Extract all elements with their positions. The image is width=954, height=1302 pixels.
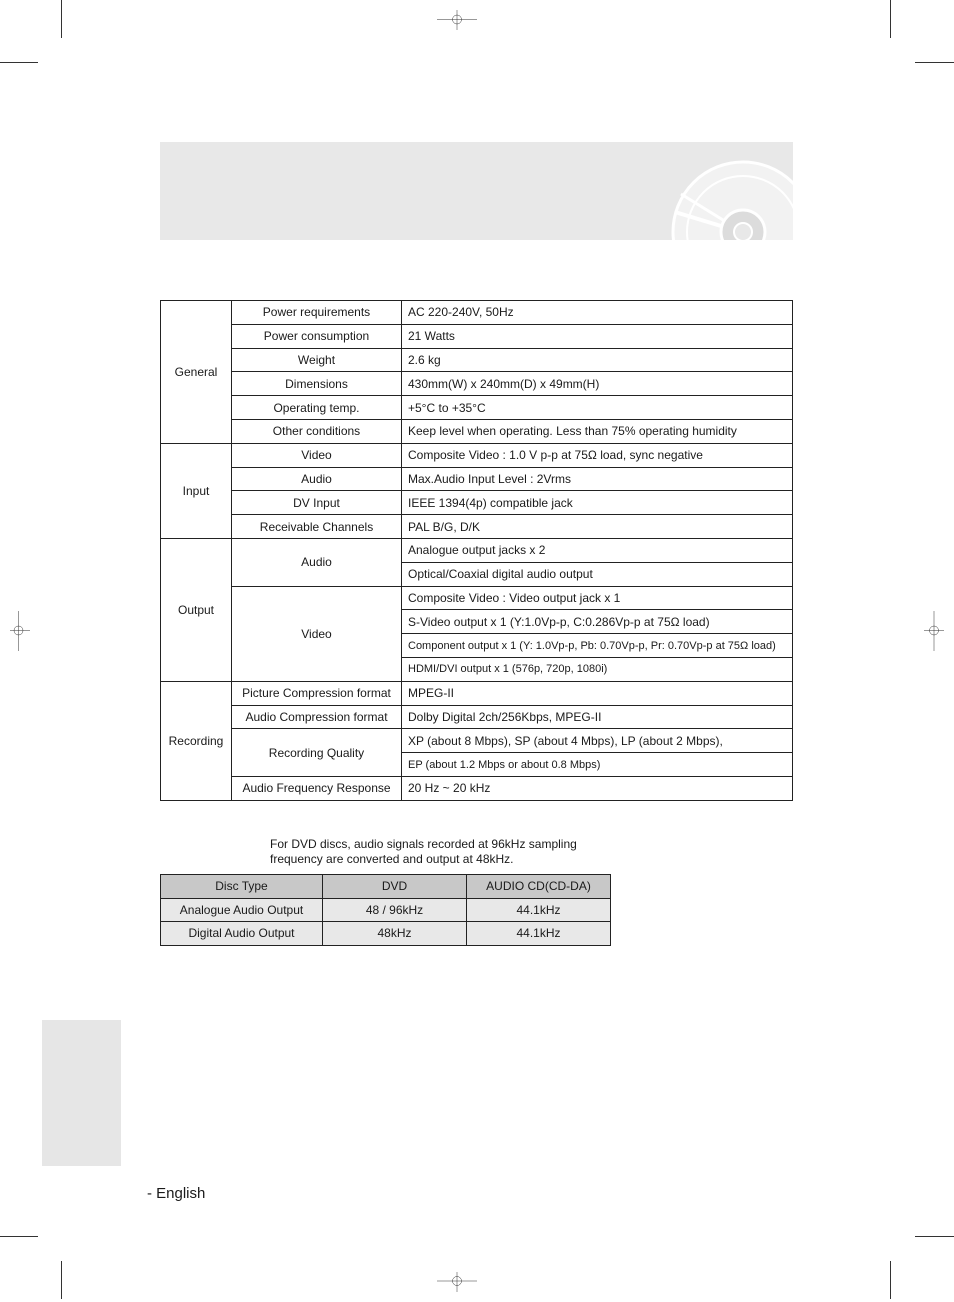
spec-label: Recording Quality (232, 729, 402, 777)
table-cell: 48 / 96kHz (323, 898, 467, 922)
table-row (161, 898, 611, 922)
column-header: DVD (323, 875, 467, 899)
crop-mark (0, 62, 38, 63)
crop-mark (61, 1261, 62, 1299)
crosshair-icon (914, 611, 954, 651)
spec-table (160, 300, 793, 801)
note-line: frequency are converted and output at 48kHz. (270, 852, 514, 866)
spec-label: Audio Frequency Response (232, 776, 402, 800)
crosshair-icon (0, 611, 40, 651)
table-cell: Digital Audio Output (161, 922, 323, 946)
crosshair-icon (437, 1262, 477, 1302)
table-header-row (161, 875, 611, 899)
side-tab (42, 1020, 121, 1166)
crop-mark (0, 1236, 38, 1237)
spec-value: IEEE 1394(4p) compatible jack (402, 491, 793, 515)
spec-value: PAL B/G, D/K (402, 515, 793, 539)
table-row (161, 396, 793, 420)
table-row (161, 776, 793, 800)
spec-label: Audio Compression format (232, 705, 402, 729)
spec-value: EP (about 1.2 Mbps or about 0.8 Mbps) (402, 753, 793, 777)
group-cell: Output (161, 538, 232, 681)
spec-value: MPEG-II (402, 681, 793, 705)
table-row (161, 586, 793, 610)
spec-value: +5°C to +35°C (402, 396, 793, 420)
crosshair-icon (437, 0, 477, 40)
table-row (161, 922, 611, 946)
spec-label: Power requirements (232, 301, 402, 325)
table-row (161, 467, 793, 491)
table-row (161, 372, 793, 396)
spec-value: 430mm(W) x 240mm(D) x 49mm(H) (402, 372, 793, 396)
spec-label: Power consumption (232, 324, 402, 348)
spec-label: Video (232, 586, 402, 681)
table-row (161, 491, 793, 515)
spec-value: Component output x 1 (Y: 1.0Vp-p, Pb: 0.70Vp-p, Pr: 0.70Vp-p at 75Ω load) (402, 634, 793, 658)
spec-label: Audio (232, 467, 402, 491)
spec-label: Dimensions (232, 372, 402, 396)
spec-value: Max.Audio Input Level : 2Vrms (402, 467, 793, 491)
spec-value: Keep level when operating. Less than 75% operating humidity (402, 419, 793, 443)
table-cell: Analogue Audio Output (161, 898, 323, 922)
disc-icon (665, 150, 793, 240)
spec-value: S-Video output x 1 (Y:1.0Vp-p, C:0.286Vp-p at 75Ω load) (402, 610, 793, 634)
crop-mark (61, 0, 62, 38)
table-row (161, 443, 793, 467)
spec-value: 21 Watts (402, 324, 793, 348)
spec-value: XP (about 8 Mbps), SP (about 4 Mbps), LP (about 2 Mbps), (402, 729, 793, 753)
table-cell: 48kHz (323, 922, 467, 946)
crop-mark (890, 0, 891, 38)
column-header: AUDIO CD(CD-DA) (467, 875, 611, 899)
spec-label: Other conditions (232, 419, 402, 443)
column-header: Disc Type (161, 875, 323, 899)
crop-mark (890, 1261, 891, 1299)
header-band (160, 142, 793, 240)
spec-value: 20 Hz ~ 20 kHz (402, 776, 793, 800)
disc-table (160, 874, 611, 946)
spec-value: Analogue output jacks x 2 (402, 538, 793, 562)
spec-value: Dolby Digital 2ch/256Kbps, MPEG-II (402, 705, 793, 729)
spec-label: Picture Compression format (232, 681, 402, 705)
spec-label: Audio (232, 538, 402, 586)
table-row (161, 705, 793, 729)
spec-value: AC 220-240V, 50Hz (402, 301, 793, 325)
spec-label: Receivable Channels (232, 515, 402, 539)
note-text (270, 837, 600, 867)
crop-mark (915, 1236, 954, 1237)
table-row (161, 681, 793, 705)
table-row (161, 301, 793, 325)
spec-label: DV Input (232, 491, 402, 515)
table-row (161, 324, 793, 348)
spec-value: Composite Video : 1.0 V p-p at 75Ω load, sync negative (402, 443, 793, 467)
page-footer: - English (147, 1185, 206, 1202)
spec-label: Video (232, 443, 402, 467)
spec-value: HDMI/DVI output x 1 (576p, 720p, 1080i) (402, 657, 793, 681)
group-cell: Recording (161, 681, 232, 800)
table-row (161, 538, 793, 562)
spec-label: Operating temp. (232, 396, 402, 420)
spec-value: Composite Video : Video output jack x 1 (402, 586, 793, 610)
spec-value: Optical/Coaxial digital audio output (402, 562, 793, 586)
note-line: For DVD discs, audio signals recorded at 96kHz sampling (270, 837, 577, 851)
crop-mark (915, 62, 954, 63)
table-cell: 44.1kHz (467, 922, 611, 946)
spec-label: Weight (232, 348, 402, 372)
table-row (161, 419, 793, 443)
group-cell: General (161, 301, 232, 444)
table-row (161, 348, 793, 372)
table-cell: 44.1kHz (467, 898, 611, 922)
table-row (161, 729, 793, 753)
spec-value: 2.6 kg (402, 348, 793, 372)
table-row (161, 515, 793, 539)
group-cell: Input (161, 443, 232, 538)
